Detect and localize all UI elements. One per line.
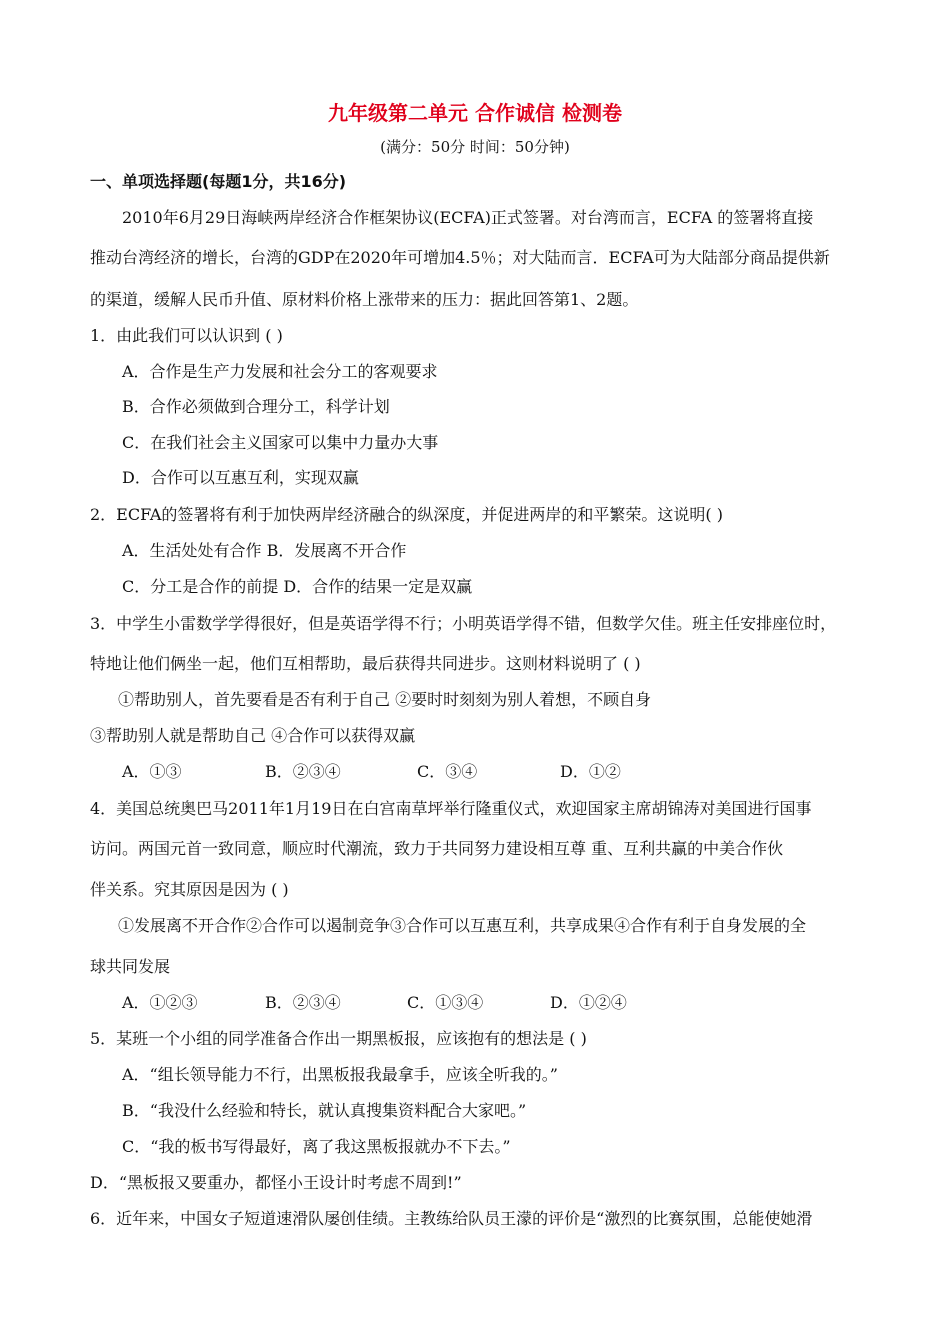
question-5-option-d: D．“黑板报又要重办，都怪小王设计时考虑不周到!”	[90, 1173, 462, 1192]
question-4-statements: ①发展离不开合作②合作可以遏制竞争③合作可以互惠互利，共享成果④合作有利于自身发展的全	[118, 916, 807, 935]
question-3-option-d: D．①②	[560, 762, 621, 781]
question-5-option-b: B．“我没什么经验和特长，就认真搜集资料配合大家吧。”	[122, 1101, 527, 1120]
question-4-option-c: C．①③④	[407, 993, 484, 1012]
question-5-option-a: A．“组长领导能力不行，出黑板报我最拿手，应该全听我的。”	[122, 1065, 558, 1084]
question-1-stem: 1．由此我们可以认识到 ( )	[90, 326, 283, 345]
exam-info: (满分：50分 时间：50分钟)	[380, 138, 570, 156]
question-4-option-d: D．①②④	[550, 993, 627, 1012]
intro-line: 的渠道，缓解人民币升值、原材料价格上涨带来的压力：据此回答第1、2题。	[90, 290, 639, 309]
page-title: 九年级第二单元 合作诚信 检测卷	[328, 101, 622, 125]
question-3-option-b: B．②③④	[265, 762, 341, 781]
question-5-option-c: C．“我的板书写得最好，离了我这黑板报就办不下去。”	[122, 1137, 511, 1156]
question-4-statements: 球共同发展	[90, 957, 171, 976]
question-5-stem: 5．某班一个小组的同学准备合作出一期黑板报，应该抱有的想法是 ( )	[90, 1029, 587, 1048]
question-3-option-c: C．③④	[417, 762, 478, 781]
question-4-stem: 访问。两国元首一致同意，顺应时代潮流，致力于共同努力建设相互尊 重、互利共赢的中美合作伙	[90, 839, 784, 858]
intro-line: 2010年6月29日海峡两岸经济合作框架协议(ECFA)正式签署。对台湾而言，ECFA 的签署将直接	[122, 208, 814, 227]
question-3-option-a: A．①③	[122, 762, 182, 781]
question-4-stem: 伴关系。究其原因是因为 ( )	[90, 880, 289, 899]
question-6-stem: 6．近年来，中国女子短道速滑队屡创佳绩。主教练给队员王濛的评价是“激烈的比赛氛围，总能使她滑	[90, 1209, 813, 1228]
question-4-option-b: B．②③④	[265, 993, 341, 1012]
question-3-stem: 特地让他们俩坐一起，他们互相帮助，最后获得共同进步。这则材料说明了 ( )	[90, 654, 641, 673]
question-4-option-a: A．①②③	[122, 993, 198, 1012]
question-2-options-ab: A．生活处处有合作 B．发展离不开合作	[122, 541, 407, 560]
section-heading: 一、单项选择题(每题1分，共16分)	[90, 172, 347, 191]
question-3-stem: 3．中学生小雷数学学得很好，但是英语学得不行；小明英语学得不错，但数学欠佳。班主任安排座位时，	[90, 614, 837, 633]
question-3-statements: ③帮助别人就是帮助自己 ④合作可以获得双赢	[90, 726, 416, 745]
question-1-option-a: A．合作是生产力发展和社会分工的客观要求	[122, 362, 438, 381]
question-4-stem: 4．美国总统奥巴马2011年1月19日在白宫南草坪举行隆重仪式，欢迎国家主席胡锦涛对美国进行国事	[90, 799, 812, 818]
question-2-stem: 2．ECFA的签署将有利于加快两岸经济融合的纵深度，并促进两岸的和平繁荣。这说明( )	[90, 505, 723, 524]
question-1-option-d: D．合作可以互惠互利，实现双赢	[122, 468, 359, 487]
question-1-option-c: C．在我们社会主义国家可以集中力量办大事	[122, 433, 439, 452]
question-3-statements: ①帮助别人，首先要看是否有利于自己 ②要时时刻刻为别人着想，不顾自身	[118, 690, 652, 709]
question-2-options-cd: C．分工是合作的前提 D．合作的结果一定是双赢	[122, 577, 473, 596]
intro-line: 推动台湾经济的增长，台湾的GDP在2020年可增加4.5％；对大陆而言．ECFA可为大陆部分商品提供新	[90, 248, 830, 267]
question-1-option-b: B．合作必须做到合理分工，科学计划	[122, 397, 390, 416]
